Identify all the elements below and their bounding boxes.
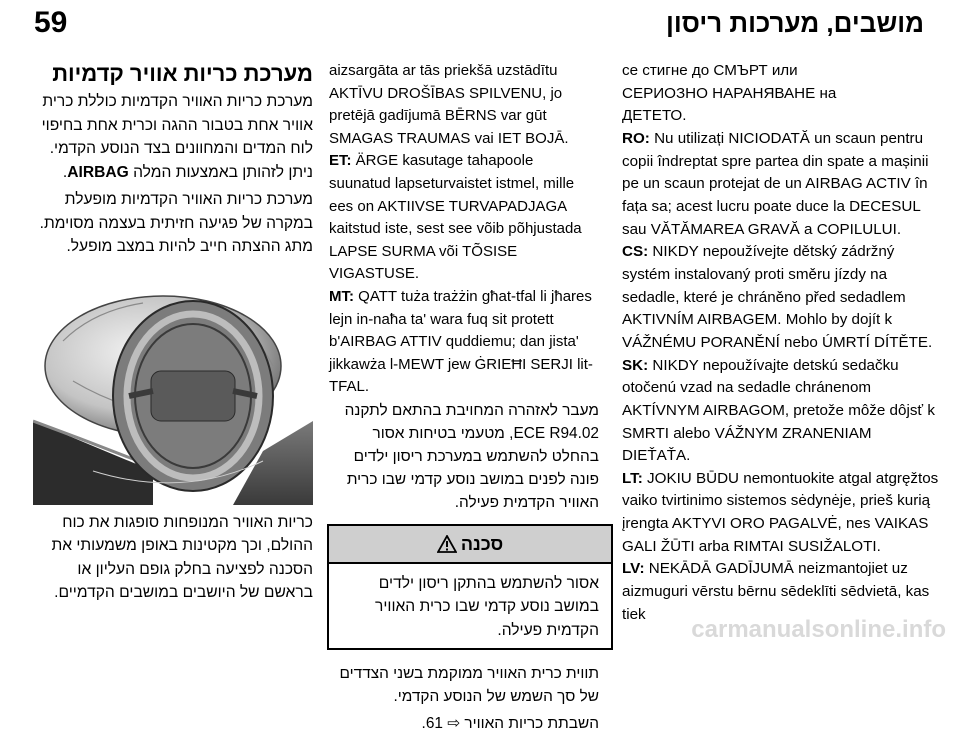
hebrew-column — [33, 60, 313, 605]
lv-warning: LV: NEKĀDĀ GADĪJUMĀ neizmantojiet uz aizmuguri vērstu bērnu sēdeklīti sēdvietā, kas tiek — [622, 560, 930, 623]
danger-box-header — [329, 526, 611, 564]
bg-line-2: СЕРИОЗНО НАРАНЯВАНЕ на — [622, 84, 837, 102]
hebrew-regulation-note: מעבר לאזהרה המחויבת בהתאם לתקנה ECE R94.02, מטעמי בטיחות אסור בהחלט להשתמש במערכת ריסון ילדים פונה לפנים במושב נוסע קדמי שבו כרית האוויר הקדמית פעילה. — [344, 401, 599, 511]
airbag-label-paragraph: תווית כרית האוויר ממוקמת בשני הצדדים של סך השמש של הנוסע הקדמי. — [339, 665, 599, 706]
mt-warning: MT: QATT tuża trażżin għat-tfal li jħares lejn in-naħa ta' wara fuq sit protett b'AIRBAG ATTIV quddiemu; dan jista' jikkawża l-MEWT jew ĠRIEĦI SERJI lit-TFAL. — [329, 287, 593, 396]
page-header-title: מושבים, מערכות ריסון — [666, 8, 924, 38]
cross-reference[interactable]: השבתת כריות האוויר ⇨ 61. — [421, 715, 599, 733]
airbag-intro-paragraph: מערכת כריות האוויר הקדמיות כוללת כרית אוויר אחת בטבור ההגה וכרית אחת בחיפוי לוח המדים והמחוונים בצד הנוסע הקדמי. ניתן לזהותן באמצעות המלה AIRBAG. — [41, 93, 313, 181]
page-number: 59 — [34, 6, 68, 39]
bg-line-1: се стигне до СМЪРТ или — [622, 62, 798, 79]
activation-paragraph: מערכת כריות האוויר הקדמיות מופעלת במקרה של פגיעה חזיתית בעצמה מסוימת. מתג ההצתה חייב להיות במצב מופעל. — [39, 191, 313, 255]
danger-box — [327, 524, 613, 651]
middle-column — [329, 60, 599, 735]
lv-continued-line-1: aizsargāta ar tās priekšā uzstādītu — [329, 62, 558, 79]
lv-continued-line-3: pretējā gadījumā BĒRNS var gūt — [329, 107, 547, 125]
et-warning: ET: ÄRGE kasutage tahapoole suunatud lapseturvaistet istmel, mille ees on AKTIIVSE TURVAPADJAGA kaitstud iste, sest see võib põhjustada LAPSE SURMA või TÕSISE VIGASTUSE. — [329, 152, 582, 283]
danger-box-text: אסור להשתמש בהתקן ריסון ילדים במושב נוסע קדמי שבו כרית האוויר הקדמית פעילה. — [375, 574, 599, 639]
airbag-drawing — [33, 271, 313, 505]
lv-continued-line-2: AKTĪVU DROŠĪBAS SPILVENU, jo — [329, 84, 563, 102]
danger-label: סכנה — [460, 533, 504, 554]
cs-warning: CS: NIKDY nepoužívejte dětský zádržný systém instalovaný proti směru jízdy na sedadle, které je chráněno před sedadlem AKTIVNÍM AIRBAGEM. Mohlo by dojít k VÁŽNÉMU PORANĚNÍ nebo ÚMRTÍ DÍTĚTE. — [622, 243, 933, 351]
lt-warning: LT: JOKIU BŪDU nemontuokite atgal atgręžtos vaiko tvirtinimo sistemos sėdynėje, prieš kurią įrengta AKTYVI ORO PAGALVĖ, nes VAIKAS GALI ŽŪTI arba RIMTAI SUSIŽALOTI. — [622, 469, 939, 555]
airbag-word: AIRBAG — [67, 163, 129, 181]
warning-triangle-icon — [437, 535, 457, 553]
lv-continued-line-4: SMAGAS TRAUMAS vai IET BOJĀ. — [329, 129, 569, 147]
section-title: מערכת כריות אוויר קדמיות — [52, 61, 313, 86]
watermark: carmanualsonline.info — [691, 616, 946, 643]
ro-warning: RO: Nu utilizați NICIODATĂ un scaun pentru copii îndreptat spre partea din spate a mașinii pe un scaun protejat de un AIRBAG ACTIV în fața sa; acest lucru poate duce la DECESUL sau VĂTĂMAREA GRAVĂ a COPILULUI. — [622, 129, 929, 238]
airbag-absorb-paragraph: כריות האוויר המנופחות סופגות את כוח ההולם, וכך מקטינות באופן משמעותי את הסכנה לפציעה בחלק גופם העליון או בראשם של היושבים במושבים הקדמיים. — [51, 513, 313, 601]
airbag-illustration — [33, 271, 313, 505]
multilingual-column — [622, 60, 940, 626]
sk-warning: SK: NIKDY nepoužívajte detskú sedačku otočenú vzad na sedadle chránenom AKTÍVNYM AIRBAGOM, pretože môže dôjsť k SMRTI alebo VÁŽNYM ZRANENIAM DIEŤAŤA. — [622, 356, 935, 465]
page-header — [0, 0, 960, 50]
arrow-reference-icon: ⇨ — [447, 715, 461, 733]
bg-line-3: ДЕТЕТО. — [622, 107, 687, 125]
